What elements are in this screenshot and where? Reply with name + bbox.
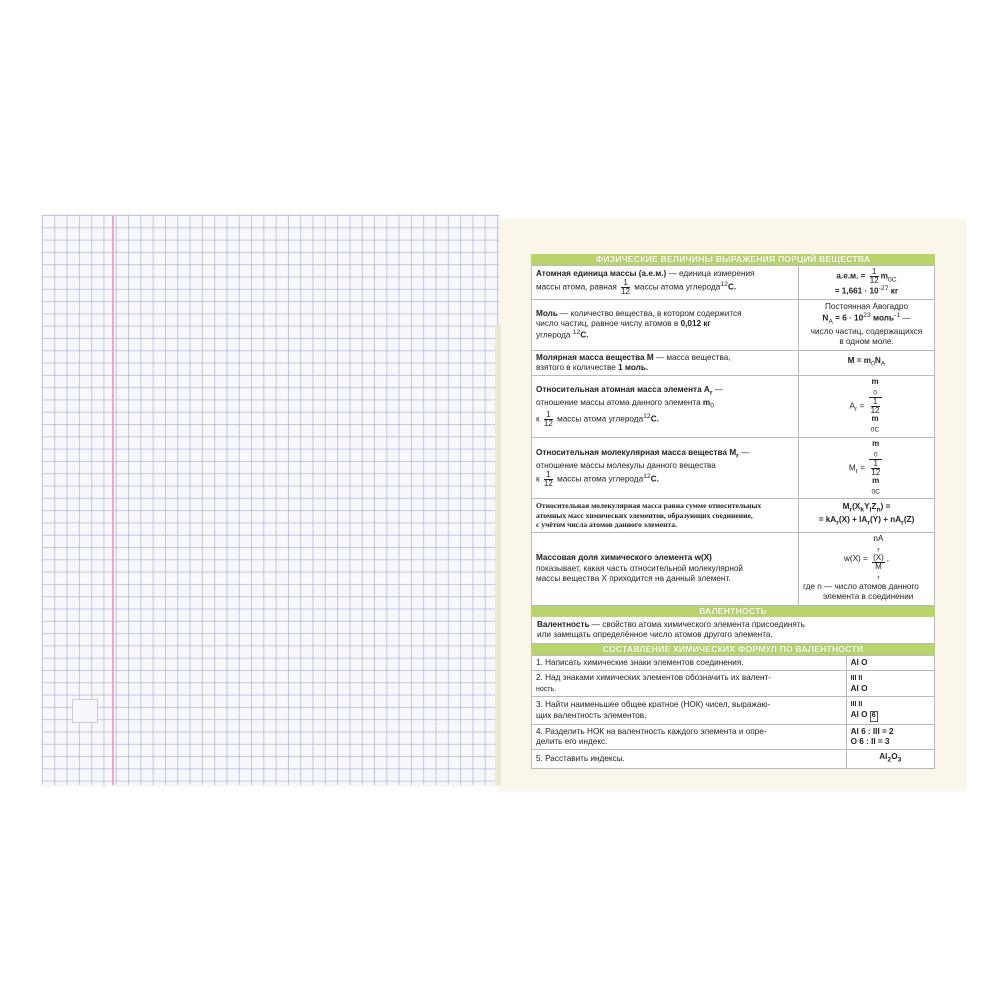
ar-m: m bbox=[702, 397, 711, 407]
mole-text3: углерода bbox=[536, 330, 573, 340]
header-formulas: СОСТАВЛЕНИЕ ХИМИЧЕСКИХ ФОРМУЛ ПО ВАЛЕНТНОСТИ bbox=[531, 644, 935, 655]
avogadro-dash: — bbox=[900, 313, 911, 323]
wx-frac bbox=[872, 535, 885, 583]
row-wx bbox=[532, 532, 935, 605]
step-5-l1: 5. Расставить индексы. bbox=[536, 753, 625, 763]
ar-sym: A bbox=[703, 384, 710, 394]
step-2-text bbox=[532, 671, 847, 697]
ar-frac bbox=[544, 411, 553, 428]
sum-f1d: Y bbox=[864, 502, 870, 512]
mr-fnum: m bbox=[872, 438, 880, 448]
amu-msub: 0С bbox=[887, 276, 897, 284]
avogadro-unit-sup: -1 bbox=[894, 312, 901, 320]
wx-fnum: nA bbox=[873, 533, 884, 543]
header-quantities: ФИЗИЧЕСКИЕ ВЕЛИЧИНЫ ВЫРАЖЕНИЯ ПОРЦИЙ ВЕЩЕСТВА bbox=[531, 254, 935, 265]
mr-symsub: r bbox=[736, 452, 739, 460]
ar-formula-den bbox=[869, 398, 882, 434]
ar-text2: массы атома углерода bbox=[557, 414, 644, 424]
amu-fden: 12 bbox=[869, 276, 879, 285]
mr-flhs: M bbox=[848, 463, 856, 473]
wx-text1: показывает, какая часть относительной молекулярной bbox=[536, 563, 743, 573]
mr-elem: С. bbox=[650, 474, 659, 484]
amu-text2: массы атома, равная bbox=[536, 282, 617, 292]
mr-fden2: 12 bbox=[871, 467, 881, 477]
step-3-text bbox=[532, 697, 847, 725]
ar-text1: отношение массы атома данного элемента bbox=[536, 397, 701, 407]
avogadro-desc2: в одном моле. bbox=[839, 337, 894, 347]
amu-f2: = 1,661 · 10 bbox=[834, 286, 879, 296]
amu-text3: массы атома углерода bbox=[634, 282, 721, 292]
step-5-text bbox=[532, 750, 847, 768]
avogadro-title: Постоянная Авогадро bbox=[825, 301, 908, 311]
mr-sup: 12 bbox=[643, 473, 651, 481]
ar-flhs: A bbox=[849, 401, 855, 411]
frac-1-12 bbox=[621, 279, 630, 296]
wx-text2: массы вещества X приходится на данный элемент. bbox=[536, 573, 731, 583]
sum-l2: атомных масс химических элементов, образующих соединение, bbox=[536, 510, 753, 520]
molar-sym: M bbox=[646, 352, 654, 362]
mr-fden3: m bbox=[872, 475, 880, 485]
sum-f2: = kA bbox=[818, 515, 837, 525]
valency-text2: или замещать определённое число атомов другого элемента. bbox=[537, 629, 773, 639]
mr-formula-den bbox=[869, 460, 882, 496]
cell-wx-formula bbox=[799, 532, 935, 605]
page-fold bbox=[495, 325, 501, 785]
wx-fdensub: r bbox=[877, 574, 880, 582]
cell-mr-def: Относительная молекулярная масса вещества $M_r$ — отношение массы молекулы данного вещества к $\frac{1}{12}$ массы атома углерода$^{12}$С. bbox=[532, 437, 799, 499]
cell-ar-def: Относительная атомная масса элемента $A_r$ — отношение массы атома данного элемента $m_0$ к $\frac{1}{12}$ массы атома углерода$^{12}$С. bbox=[532, 376, 799, 438]
ar-flhssub: r bbox=[854, 406, 858, 414]
step-3-example bbox=[846, 697, 934, 725]
term-valency: Валентность bbox=[537, 619, 590, 629]
row-mr bbox=[532, 437, 935, 499]
wx-fnumtail: (X) bbox=[873, 552, 884, 562]
sum-f2e: r bbox=[901, 520, 904, 528]
term-ar: Относительная атомная масса элемента bbox=[536, 384, 702, 394]
mr-fden1: 1 bbox=[871, 460, 880, 469]
mole-sup: 12 bbox=[572, 329, 581, 337]
ar-formula-frac bbox=[869, 378, 882, 435]
mr-den: 12 bbox=[543, 479, 553, 489]
sum-f1c: k bbox=[860, 506, 865, 514]
notebook-left-page-grid bbox=[42, 215, 499, 785]
sum-f2d: (Y) + nA bbox=[870, 515, 902, 525]
sum-f1b: (X bbox=[852, 502, 861, 512]
step-4-r2: O 6 : II = 3 bbox=[850, 737, 890, 747]
mole-bold2: 0,012 кг bbox=[680, 318, 711, 328]
mr-inner-frac bbox=[871, 460, 880, 477]
mr-k: к bbox=[536, 474, 540, 484]
step-4-l2: делить его индекс. bbox=[536, 737, 608, 747]
term-mr: Относительная молекулярная масса вещества bbox=[536, 447, 728, 457]
cell-mole-def bbox=[532, 299, 799, 350]
step-row bbox=[532, 724, 935, 750]
term-molar: Молярная масса вещества bbox=[536, 352, 645, 362]
molar-fb: N bbox=[874, 356, 881, 366]
wx-sym: w(X) bbox=[694, 553, 712, 563]
cell-sum-def bbox=[532, 499, 799, 532]
amu-sup: 12 bbox=[720, 281, 728, 289]
step-3-l2: щих валентность элементов. bbox=[536, 710, 647, 720]
row-sum bbox=[532, 499, 935, 532]
ar-den: 12 bbox=[543, 419, 553, 429]
sum-f1: M bbox=[842, 502, 850, 512]
sum-f1h: ) = bbox=[880, 502, 891, 512]
mr-sym: M bbox=[729, 447, 737, 457]
avogadro-sup: 23 bbox=[863, 312, 871, 320]
step-3-l1: 3. Найти наименьшее общее кратное (НОК) чисел, выражаю- bbox=[536, 700, 771, 710]
reference-sheet bbox=[531, 254, 935, 769]
sum-f1a: r bbox=[849, 506, 853, 514]
wx-r2: элемента в соединении bbox=[823, 592, 914, 602]
ar-k: к bbox=[536, 414, 540, 424]
cell-amu-formula bbox=[799, 266, 935, 300]
step-2-r1: III II bbox=[850, 675, 863, 683]
mole-text2: число частиц, равное числу атомов в bbox=[536, 318, 681, 328]
step-row bbox=[532, 750, 935, 768]
margin-line bbox=[112, 215, 114, 785]
step-4-r1: Al 6 : III = 2 bbox=[850, 726, 894, 736]
mr-flhssub: r bbox=[855, 467, 858, 475]
sum-f2b: (X) + lA bbox=[838, 515, 868, 525]
step-5-r1sub: 2 bbox=[887, 757, 892, 765]
step-4-example bbox=[846, 724, 934, 750]
quantities-table bbox=[531, 265, 935, 606]
frac-num: 1 bbox=[621, 279, 630, 288]
sum-f1f: Z bbox=[871, 502, 877, 512]
amu-fnum: 1 bbox=[870, 268, 879, 277]
header-valency: ВАЛЕНТНОСТЬ bbox=[531, 606, 935, 617]
mole-text1: — количество вещества, в котором содержится bbox=[557, 308, 742, 318]
molar-fbsub: A bbox=[880, 360, 886, 368]
avogadro-nsub: A bbox=[828, 318, 833, 326]
cell-molar-def bbox=[532, 350, 799, 376]
lcm-box: 6 bbox=[870, 711, 878, 722]
cell-mole-formula bbox=[799, 299, 935, 350]
step-4-text bbox=[532, 724, 847, 750]
row-molar bbox=[532, 350, 935, 376]
cell-sum-formula bbox=[799, 499, 935, 532]
ar-sup: 12 bbox=[643, 413, 651, 421]
mr-formula-frac bbox=[869, 440, 882, 497]
valency-definition bbox=[531, 617, 935, 645]
row-amu bbox=[532, 266, 935, 300]
term-amu: Атомная единица массы (а.е.м.) bbox=[536, 268, 667, 278]
step-5-example bbox=[846, 750, 934, 768]
wx-fnumsub: r bbox=[877, 546, 880, 554]
mole-elem: С. bbox=[580, 330, 589, 340]
ar-symsub: r bbox=[709, 389, 713, 397]
avogadro-n: N bbox=[822, 313, 829, 323]
step-3-r1: III II bbox=[850, 701, 863, 709]
step-1-text bbox=[532, 656, 847, 671]
ar-formula-num bbox=[869, 378, 882, 398]
steps-table bbox=[531, 655, 935, 768]
ar-fnum: m bbox=[871, 377, 879, 387]
sum-f1g: n bbox=[876, 506, 881, 514]
cell-wx-def bbox=[532, 532, 799, 605]
step-2-example bbox=[846, 671, 934, 697]
cell-molar-formula bbox=[799, 350, 935, 376]
step-1-example bbox=[846, 656, 934, 671]
cell-ar-formula: $A_r$ = m $_0$ 1 12 m $_{0С}$ bbox=[799, 376, 935, 438]
molar-bold2: 1 моль. bbox=[618, 362, 649, 372]
row-mole bbox=[532, 299, 935, 350]
amu-text1: — единица измерения bbox=[666, 268, 755, 278]
step-2-l1: 2. Над знаками химических элементов обозначить их валент- bbox=[536, 673, 771, 683]
molar-text2: взятого в количестве bbox=[536, 362, 619, 372]
amu-f1: а.е.м. = bbox=[836, 271, 866, 281]
wx-den bbox=[872, 563, 885, 582]
step-5-r1bsub: 3 bbox=[897, 757, 902, 765]
wx-r1: где n — число атомов данного bbox=[803, 582, 919, 592]
cell-mr-formula: $M_r$ = m $_0$ 1 12 m $_{0С}$ bbox=[799, 437, 935, 499]
term-mole: Моль bbox=[536, 308, 558, 318]
amu-f2sup: -27 bbox=[878, 285, 889, 292]
row-ar bbox=[532, 376, 935, 438]
sum-l3: с учётом числа атомов данного элемента. bbox=[536, 520, 677, 530]
ar-fden3sub: 0С bbox=[870, 427, 880, 434]
amu-m: m bbox=[880, 271, 888, 281]
step-3-r2: Al O bbox=[850, 710, 868, 720]
molar-formula: M = m bbox=[847, 356, 872, 366]
cell-amu-def bbox=[532, 266, 799, 300]
ar-fden2: 12 bbox=[870, 406, 880, 416]
step-2-r2: Al O bbox=[850, 684, 868, 694]
ar-fnumsub: 0 bbox=[873, 389, 877, 397]
mr-num: 1 bbox=[544, 471, 553, 480]
amu-f2b: кг bbox=[888, 286, 899, 296]
step-row bbox=[532, 671, 935, 697]
mr-fnumsub: 0 bbox=[873, 451, 878, 459]
step-5-r1b: O bbox=[891, 752, 898, 762]
molar-fsub: 0 bbox=[871, 360, 875, 368]
wx-num bbox=[872, 535, 885, 563]
ar-msub: 0 bbox=[710, 402, 714, 410]
step-row bbox=[532, 697, 935, 725]
ar-fden1: 1 bbox=[871, 398, 880, 407]
ar-num: 1 bbox=[544, 411, 553, 420]
ar-fden3: m bbox=[871, 414, 879, 424]
corner-square bbox=[72, 699, 98, 723]
avogadro-val: = 6 · 10 bbox=[832, 313, 864, 323]
wx-fdot: , bbox=[886, 553, 890, 563]
sum-l1: Относительная молекулярная масса равна сумме относительных bbox=[536, 501, 762, 511]
mr-frac bbox=[544, 471, 553, 488]
wx-fden: M bbox=[875, 561, 882, 571]
term-wx: Массовая доля химического элемента bbox=[536, 553, 693, 563]
step-4-l1: 4. Разделить НОК на валентность каждого элемента и опре- bbox=[536, 726, 767, 736]
sum-f2a: r bbox=[836, 520, 839, 528]
amu-frac bbox=[870, 268, 879, 285]
step-row bbox=[532, 656, 935, 671]
sum-f2c: r bbox=[867, 520, 870, 528]
molar-text1: — масса вещества, bbox=[653, 352, 731, 362]
step-1-r1: Al O bbox=[850, 658, 868, 668]
step-1-l1: 1. Написать химические знаки элементов соединения. bbox=[536, 658, 744, 668]
ar-elem: С. bbox=[650, 414, 659, 424]
frac-den: 12 bbox=[621, 287, 630, 297]
step-5-r1: Al bbox=[879, 752, 888, 762]
valency-text1: — свойство атома химического элемента присоединять bbox=[589, 619, 805, 629]
avogadro-desc1: число частиц, содержащихся bbox=[810, 327, 923, 337]
mr-formula-num bbox=[869, 440, 882, 460]
mr-fden3sub: 0С bbox=[871, 488, 880, 496]
mr-text1: отношение массы молекулы данного вещества bbox=[536, 460, 716, 470]
wx-flhs: w(X) = bbox=[843, 553, 868, 563]
sum-f1e: l bbox=[869, 506, 872, 514]
amu-elem: С. bbox=[727, 282, 737, 292]
step-2-l2: ность. bbox=[536, 685, 557, 693]
sum-f2f: (Z) bbox=[903, 515, 915, 525]
mr-text2: массы атома углерода bbox=[557, 474, 644, 484]
avogadro-unit: моль bbox=[870, 313, 895, 323]
ar-inner-frac bbox=[871, 398, 880, 415]
